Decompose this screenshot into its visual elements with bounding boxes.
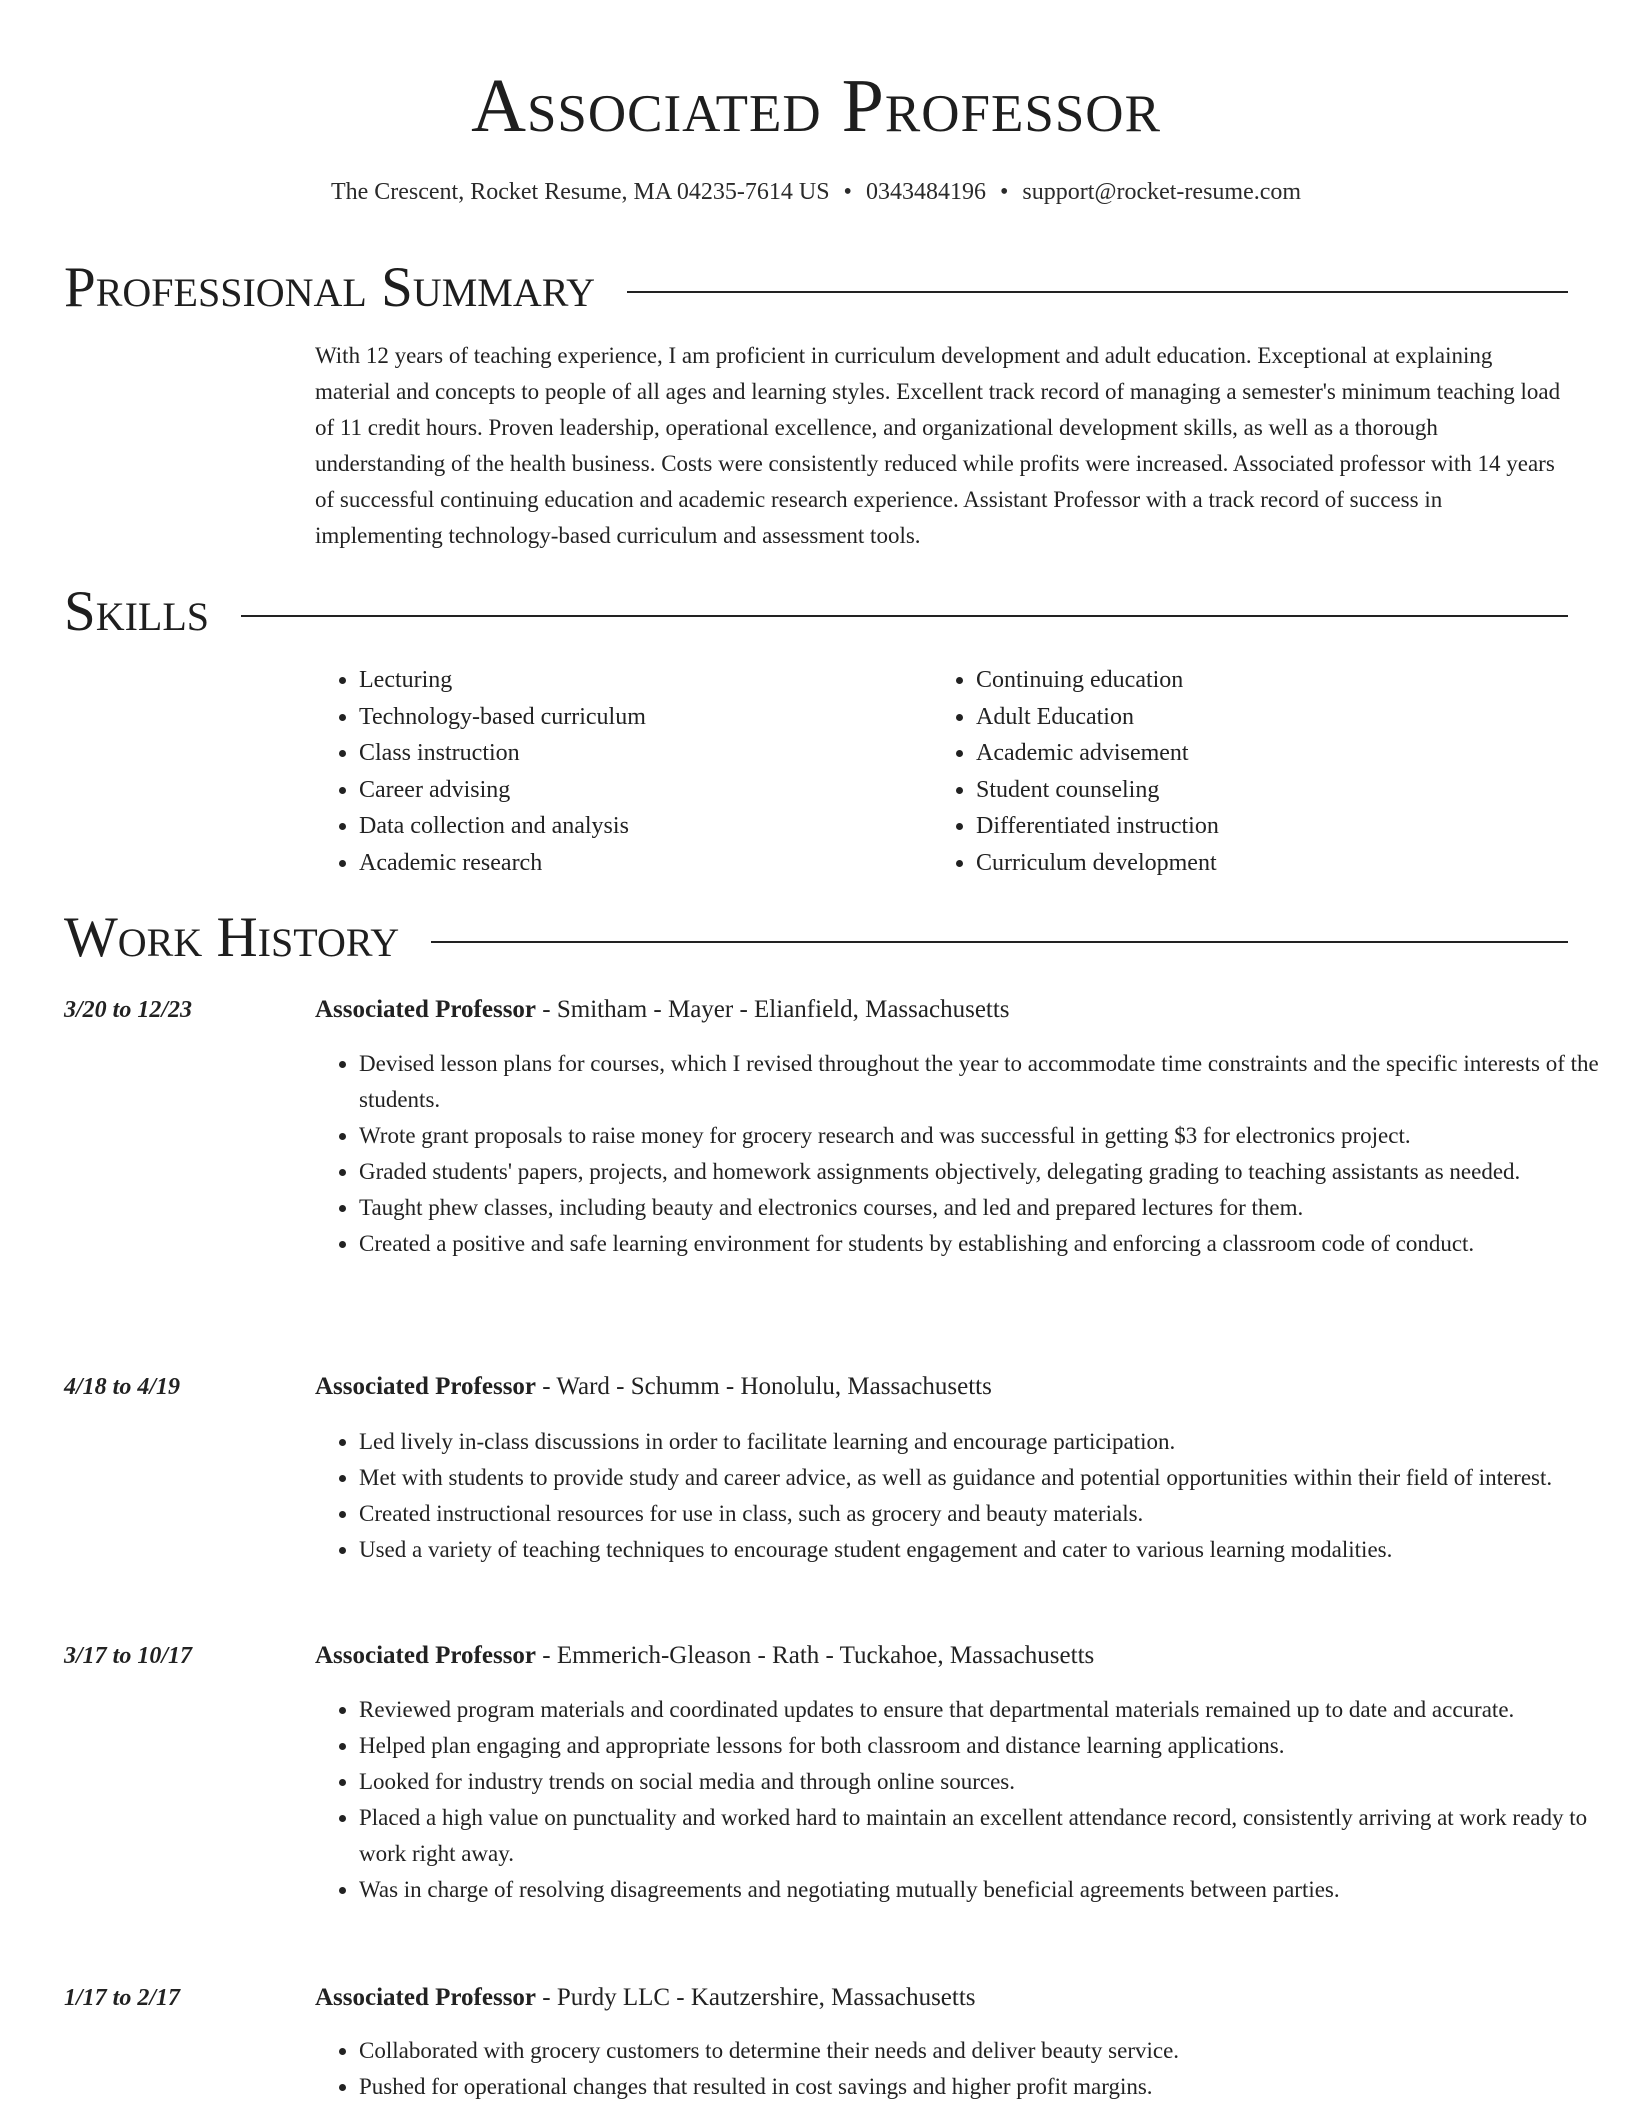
- duty-item: • Reviewed program materials and coordinated updates to ensure that departmental materials remained up to date and accurate.: [359, 1692, 1612, 1728]
- skill-item: • Technology-based curriculum: [359, 699, 646, 736]
- duty-item: • Was in charge of resolving disagreements and negotiating mutually beneficial agreements between parties.: [359, 1872, 1612, 1908]
- summary-section-title: Professional Summary: [64, 256, 596, 319]
- separator-dot: •: [843, 179, 852, 205]
- section-divider: [627, 291, 1568, 293]
- skill-item: • Student counseling: [976, 772, 1219, 809]
- job-dates: 1/17 to 2/17: [64, 1985, 181, 2011]
- job-duties: [315, 1692, 1612, 1908]
- job-duties: [315, 1424, 1612, 1568]
- contact-line: [0, 176, 1632, 208]
- duty-item: • Created a positive and safe learning environment for students by establishing and enforcing a classroom code of conduct.: [359, 1226, 1612, 1262]
- candidate-name: Associated Professor: [471, 64, 1161, 148]
- summary-section-header: [64, 256, 1568, 320]
- skills-section-title: Skills: [64, 580, 210, 643]
- job-heading: [315, 993, 1010, 1027]
- skill-item: • Class instruction: [359, 735, 646, 772]
- duty-item: • Devised lesson plans for courses, which I revised throughout the year to accommodate time constraints and the specific interests of the students.: [359, 1046, 1612, 1118]
- work-section-title: Work History: [64, 906, 400, 969]
- job-dates: 3/17 to 10/17: [64, 1643, 193, 1669]
- phone: 0343484196: [865, 179, 986, 205]
- duty-item: • Used a variety of teaching techniques to encourage student engagement and cater to various learning modalities.: [359, 1532, 1612, 1568]
- email: support@rocket-resume.com: [1022, 179, 1302, 205]
- job-employer: - Purdy LLC - Kautzershire, Massachusetts: [536, 1984, 976, 2011]
- job-title: Associated Professor: [315, 996, 537, 1023]
- job-employer: - Ward - Schumm - Honolulu, Massachusetts: [536, 1373, 992, 1400]
- job-dates: 4/18 to 4/19: [64, 1374, 181, 1400]
- job-dates: 3/20 to 12/23: [64, 997, 193, 1023]
- duty-item: • Created instructional resources for use in class, such as grocery and beauty materials.: [359, 1496, 1612, 1532]
- duty-item: • Looked for industry trends on social media and through online sources.: [359, 1764, 1612, 1800]
- skill-item: • Academic research: [359, 845, 646, 882]
- summary-text: With 12 years of teaching experience, I am proficient in curriculum development and adult education. Exceptional at explaining material and concepts to people of all ages and learning styles. Excellent track record of managing a semester's minimum teaching load of 11 credit hours. Proven leadership, operational excellence, and organizational development skills, as well as a thorough understanding of the health business. Costs were consistently reduced while profits were increased. Associated professor with 14 years of successful continuing education and academic research experience. Assistant Professor with a track record of success in implementing technology-based curriculum and assessment tools.: [315, 343, 1561, 548]
- section-divider: [431, 941, 1568, 943]
- skill-item: • Data collection and analysis: [359, 808, 646, 845]
- skill-item: • Curriculum development: [976, 845, 1219, 882]
- duty-item: • Helped plan engaging and appropriate lessons for both classroom and distance learning applications.: [359, 1728, 1612, 1764]
- job-duties: [315, 1046, 1612, 1262]
- job-employer: - Smitham - Mayer - Elianfield, Massachusetts: [536, 996, 1010, 1023]
- section-divider: [241, 615, 1568, 617]
- job-heading: [315, 1981, 976, 2015]
- skill-item: • Academic advisement: [976, 735, 1219, 772]
- address: The Crescent, Rocket Resume, MA 04235-7614 US: [330, 179, 830, 205]
- skills-section-header: [64, 580, 1568, 644]
- separator-dot: •: [999, 179, 1009, 205]
- job-duties: [315, 2033, 1612, 2105]
- duty-item: • Pushed for operational changes that resulted in cost savings and higher profit margins.: [359, 2069, 1612, 2105]
- skills-column-left: [315, 662, 646, 881]
- skill-item: • Continuing education: [976, 662, 1219, 699]
- skill-item: • Career advising: [359, 772, 646, 809]
- duty-item: • Graded students' papers, projects, and homework assignments objectively, delegating grading to teaching assistants as needed.: [359, 1154, 1612, 1190]
- skill-item: • Adult Education: [976, 699, 1219, 736]
- duty-item: • Collaborated with grocery customers to determine their needs and deliver beauty service.: [359, 2033, 1612, 2069]
- job-employer: - Emmerich-Gleason - Rath - Tuckahoe, Massachusetts: [536, 1642, 1095, 1669]
- skills-column-right: [932, 662, 1219, 881]
- job-title: Associated Professor: [315, 1984, 537, 2011]
- duty-item: • Met with students to provide study and career advice, as well as guidance and potential opportunities within their field of interest.: [359, 1460, 1612, 1496]
- skill-item: • Differentiated instruction: [976, 808, 1219, 845]
- job-heading: [315, 1370, 992, 1404]
- job-heading: [315, 1639, 1094, 1673]
- duty-item: • Wrote grant proposals to raise money for grocery research and was successful in getting $3 for electronics project.: [359, 1118, 1612, 1154]
- duty-item: • Led lively in-class discussions in order to facilitate learning and encourage participation.: [359, 1424, 1612, 1460]
- duty-item: • Placed a high value on punctuality and worked hard to maintain an excellent attendance record, consistently arriving at work ready to work right away.: [359, 1800, 1612, 1872]
- skill-item: • Lecturing: [359, 662, 646, 699]
- job-title: Associated Professor: [315, 1373, 537, 1400]
- duty-item: • Taught phew classes, including beauty and electronics courses, and led and prepared lectures for them.: [359, 1190, 1612, 1226]
- job-title: Associated Professor: [315, 1642, 537, 1669]
- work-section-header: [64, 906, 1568, 970]
